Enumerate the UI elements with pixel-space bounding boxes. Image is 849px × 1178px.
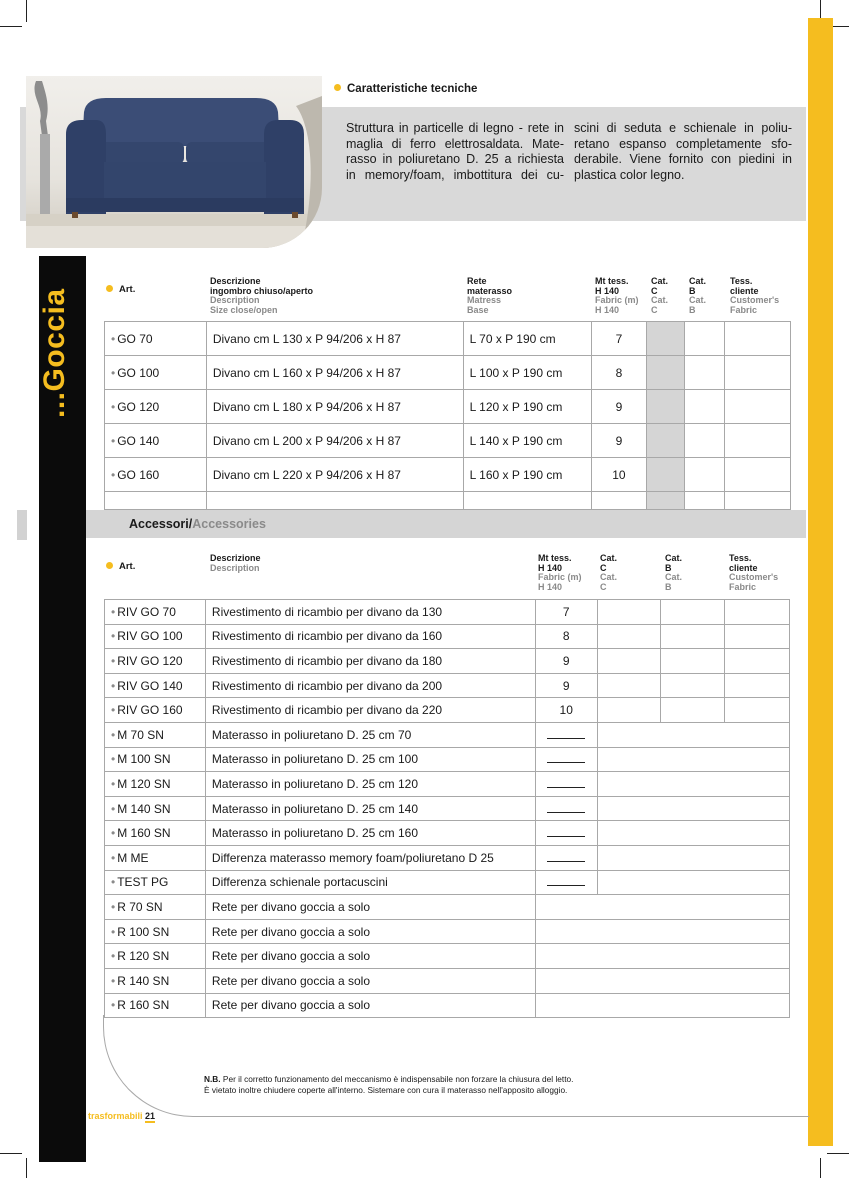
cell-empty	[597, 870, 789, 895]
table-row	[105, 772, 790, 797]
cell-blank-line	[535, 845, 597, 870]
cell-cat-c	[597, 698, 661, 723]
accessories-title: Accessori/Accessories	[129, 517, 266, 531]
cell-cat-b	[685, 356, 725, 390]
cell-cat-c	[597, 624, 661, 649]
cell-customer-fabric	[725, 698, 790, 723]
crop-mark	[0, 26, 22, 27]
cell-description: Divano cm L 180 x P 94/206 x H 87	[206, 390, 463, 424]
cell-empty	[535, 993, 789, 1018]
cell-empty	[535, 968, 789, 993]
cell-fabric-meters: 9	[591, 424, 647, 458]
bullet-dot-icon	[106, 562, 113, 569]
sofa-illustration	[26, 76, 322, 248]
spec-line: retano espanso completamente sfo-	[574, 136, 792, 151]
cell-fabric-meters: 9	[535, 649, 597, 674]
cell-description: Divano cm L 220 x P 94/206 x H 87	[206, 458, 463, 492]
cell-description: Materasso in poliuretano D. 25 cm 140	[205, 796, 535, 821]
cell-description: Differenza materasso memory foam/poliuretano D 25	[205, 845, 535, 870]
page-number: 21	[145, 1111, 156, 1121]
cell-fabric-meters: 8	[591, 356, 647, 390]
cell-empty	[535, 895, 789, 920]
header-cat-b: Cat. B Cat. B	[689, 276, 707, 315]
table-row	[105, 993, 790, 1018]
acc-header-cat-b: Cat. B Cat. B	[665, 553, 683, 592]
main-table	[104, 321, 791, 510]
table-row	[105, 624, 790, 649]
cell-cat-b	[661, 673, 725, 698]
table-row	[105, 356, 791, 390]
cell-art: • RIV GO 120	[105, 649, 206, 674]
cell-description: Rete per divano goccia a solo	[205, 968, 535, 993]
cell-empty	[535, 919, 789, 944]
header-description: Descrizione ingombro chiuso/aperto Description Size close/open	[210, 276, 314, 315]
cell-description: Materasso in poliuretano D. 25 cm 160	[205, 821, 535, 846]
cell-blank-line	[535, 772, 597, 797]
spec-heading: Caratteristiche tecniche	[334, 83, 477, 95]
cell-cat-c	[647, 356, 685, 390]
cell-art: • R 70 SN	[105, 895, 206, 920]
cell-customer-fabric	[725, 600, 790, 625]
table-row	[105, 845, 790, 870]
table-row	[105, 968, 790, 993]
crop-mark	[26, 0, 27, 22]
cell-empty	[206, 492, 463, 510]
table-row	[105, 919, 790, 944]
cell-description: Rete per divano goccia a solo	[205, 895, 535, 920]
cell-cat-b	[685, 424, 725, 458]
product-photo	[26, 76, 322, 248]
acc-header-description: Descrizione Description	[210, 553, 261, 573]
table-row-spacer	[105, 492, 791, 510]
table-row	[105, 796, 790, 821]
cell-cat-b	[685, 322, 725, 356]
cell-fabric-meters: 10	[535, 698, 597, 723]
table-row	[105, 944, 790, 969]
table-row	[105, 673, 790, 698]
cell-empty	[597, 722, 789, 747]
cell-art: • RIV GO 100	[105, 624, 206, 649]
cell-art: • R 140 SN	[105, 968, 206, 993]
cell-cat-b	[661, 600, 725, 625]
cell-description: Materasso in poliuretano D. 25 cm 70	[205, 722, 535, 747]
acc-header-cat-c: Cat. C Cat. C	[600, 553, 618, 592]
crop-mark	[0, 1153, 22, 1154]
spec-text	[346, 121, 792, 183]
cell-cat-c	[597, 673, 661, 698]
cell-rete: L 70 x P 190 cm	[463, 322, 591, 356]
cell-blank-line	[535, 821, 597, 846]
table-row	[105, 895, 790, 920]
cell-description: Divano cm L 160 x P 94/206 x H 87	[206, 356, 463, 390]
cell-rete: L 120 x P 190 cm	[463, 390, 591, 424]
cell-customer-fabric	[725, 458, 791, 492]
cell-empty	[597, 845, 789, 870]
cell-blank-line	[535, 722, 597, 747]
cell-fabric-meters: 8	[535, 624, 597, 649]
cell-rete: L 100 x P 190 cm	[463, 356, 591, 390]
cell-art: • GO 140	[105, 424, 207, 458]
table-row	[105, 722, 790, 747]
decorative-curve	[103, 1015, 809, 1117]
acc-header-fabric-meters: Mt tess. H 140 Fabric (m) H 140	[538, 553, 582, 592]
spec-line: scini di seduta e schienale in poliu-	[574, 121, 792, 135]
table-row	[105, 424, 791, 458]
cell-cat-b	[685, 390, 725, 424]
cell-description: Rete per divano goccia a solo	[205, 993, 535, 1018]
cell-art: • R 160 SN	[105, 993, 206, 1018]
table-row	[105, 821, 790, 846]
cell-description: Materasso in poliuretano D. 25 cm 100	[205, 747, 535, 772]
cell-art: • M 100 SN	[105, 747, 206, 772]
cell-art: • GO 70	[105, 322, 207, 356]
cell-description: Rivestimento di ricambio per divano da 200	[205, 673, 535, 698]
cell-cat-c	[647, 390, 685, 424]
cell-art: • R 100 SN	[105, 919, 206, 944]
crop-mark	[827, 1153, 849, 1154]
cell-description: Rivestimento di ricambio per divano da 130	[205, 600, 535, 625]
table-row	[105, 870, 790, 895]
table-row	[105, 649, 790, 674]
table-row	[105, 747, 790, 772]
cell-description: Rivestimento di ricambio per divano da 180	[205, 649, 535, 674]
cell-art: • M 120 SN	[105, 772, 206, 797]
spec-column-1	[346, 121, 564, 183]
cell-cat-b	[685, 458, 725, 492]
cell-cat-c	[647, 424, 685, 458]
cell-art: • RIV GO 70	[105, 600, 206, 625]
spec-column-2	[574, 121, 792, 183]
acc-header-art: Art.	[106, 561, 135, 572]
cell-empty	[591, 492, 647, 510]
cell-art: • M 70 SN	[105, 722, 206, 747]
cell-fabric-meters: 9	[535, 673, 597, 698]
cell-art: • GO 100	[105, 356, 207, 390]
cell-empty	[535, 944, 789, 969]
cell-art: • RIV GO 140	[105, 673, 206, 698]
cell-cat-b	[661, 624, 725, 649]
header-art: Art.	[106, 284, 135, 295]
cell-cat-b	[661, 649, 725, 674]
cell-art: • GO 120	[105, 390, 207, 424]
cell-description: Materasso in poliuretano D. 25 cm 120	[205, 772, 535, 797]
section-tab	[17, 510, 27, 540]
cell-description: Rete per divano goccia a solo	[205, 944, 535, 969]
spec-line: in memory/foam, imbottitura dei cu-	[346, 167, 564, 182]
cell-description: Divano cm L 130 x P 94/206 x H 87	[206, 322, 463, 356]
bullet-dot-icon	[334, 84, 341, 91]
cell-empty	[647, 492, 685, 510]
table-row	[105, 322, 791, 356]
spec-line: plastica color legno.	[574, 167, 685, 182]
cell-empty	[463, 492, 591, 510]
crop-mark	[820, 1158, 821, 1178]
cell-customer-fabric	[725, 356, 791, 390]
cell-fabric-meters: 7	[535, 600, 597, 625]
cell-cat-c	[597, 649, 661, 674]
cell-blank-line	[535, 870, 597, 895]
cell-description: Rete per divano goccia a solo	[205, 919, 535, 944]
cell-cat-b	[661, 698, 725, 723]
header-rete: Rete materasso Matress Base	[467, 276, 513, 315]
cell-cat-c	[647, 458, 685, 492]
table-row	[105, 458, 791, 492]
cell-cat-c	[647, 322, 685, 356]
cell-art: • R 120 SN	[105, 944, 206, 969]
spec-line: Struttura in particelle di legno - rete in	[346, 121, 564, 135]
cell-art: • M 160 SN	[105, 821, 206, 846]
cell-art: • TEST PG	[105, 870, 206, 895]
cell-description: Divano cm L 200 x P 94/206 x H 87	[206, 424, 463, 458]
cell-description: Rivestimento di ricambio per divano da 220	[205, 698, 535, 723]
cell-customer-fabric	[725, 390, 791, 424]
bullet-dot-icon	[106, 285, 113, 292]
cell-rete: L 160 x P 190 cm	[463, 458, 591, 492]
cell-art: • RIV GO 160	[105, 698, 206, 723]
cell-art: • GO 160	[105, 458, 207, 492]
cell-customer-fabric	[725, 673, 790, 698]
header-customer-fabric: Tess. cliente Customer's Fabric	[730, 276, 780, 315]
accessories-table	[104, 599, 790, 1018]
table-row	[105, 600, 790, 625]
cell-empty	[597, 821, 789, 846]
table-row	[105, 698, 790, 723]
spec-line: derabile. Viene fornito con piedini in	[574, 152, 792, 166]
cell-customer-fabric	[725, 649, 790, 674]
cell-customer-fabric	[725, 624, 790, 649]
acc-header-customer-fabric: Tess. cliente Customer's Fabric	[729, 553, 779, 592]
table-row	[105, 390, 791, 424]
spec-line: rasso in poliuretano D. 25 a richiesta	[346, 152, 564, 166]
cell-description: Rivestimento di ricambio per divano da 160	[205, 624, 535, 649]
cell-cat-c	[597, 600, 661, 625]
cell-customer-fabric	[725, 424, 791, 458]
spec-line: maglia di ferro elettrosaldata. Mate-	[346, 136, 564, 151]
page-footer: trasformabili 21	[88, 1111, 156, 1121]
cell-empty	[725, 492, 791, 510]
cell-art: • M ME	[105, 845, 206, 870]
cell-empty	[105, 492, 207, 510]
cell-customer-fabric	[725, 322, 791, 356]
cell-empty	[597, 796, 789, 821]
cell-empty	[597, 747, 789, 772]
crop-mark	[26, 1158, 27, 1178]
cell-rete: L 140 x P 190 cm	[463, 424, 591, 458]
cell-art: • M 140 SN	[105, 796, 206, 821]
cell-description: Differenza schienale portacuscini	[205, 870, 535, 895]
cell-empty	[685, 492, 725, 510]
footnote: N.B. Per il corretto funzionamento del meccanismo è indispensabile non forzare la chiusura del letto. È vietato inoltre chiudere coperte all'interno. Sistemare con cura il materasso nell'apposito alloggio.	[204, 1074, 574, 1095]
cell-blank-line	[535, 747, 597, 772]
cell-blank-line	[535, 796, 597, 821]
header-cat-c: Cat. C Cat. C	[651, 276, 669, 315]
cell-fabric-meters: 9	[591, 390, 647, 424]
cell-empty	[597, 772, 789, 797]
cell-fabric-meters: 7	[591, 322, 647, 356]
accent-edge-bar	[808, 18, 833, 1146]
cell-fabric-meters: 10	[591, 458, 647, 492]
header-fabric-meters: Mt tess. H 140 Fabric (m) H 140	[595, 276, 639, 315]
